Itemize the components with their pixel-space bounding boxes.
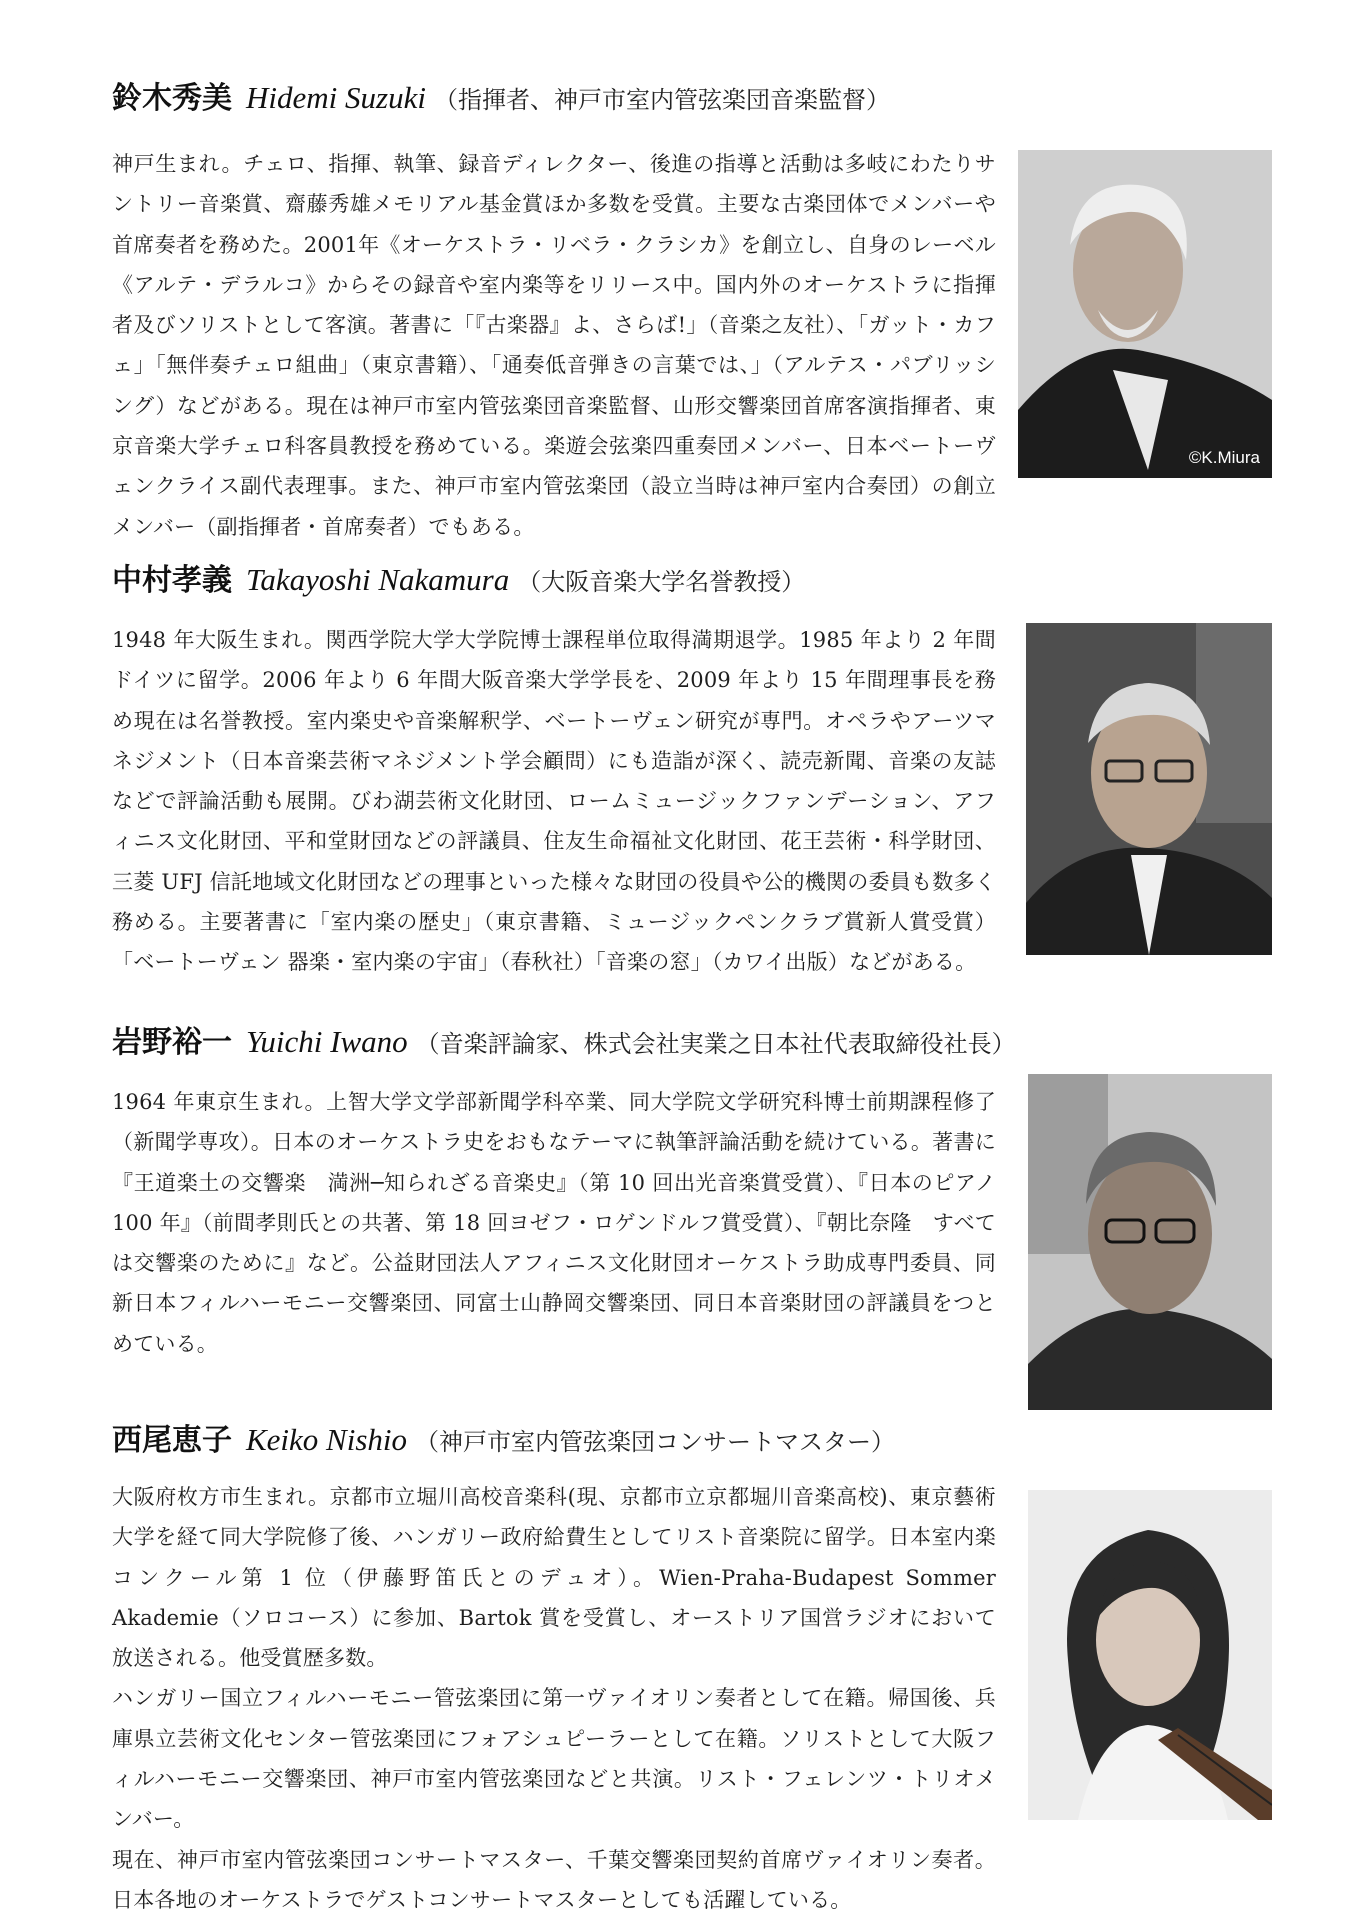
name-japanese: 中村孝義 — [112, 563, 232, 598]
bio-text — [112, 1477, 996, 1920]
bio-hidemi-suzuki — [112, 78, 1260, 539]
bio-yuichi-iwano — [112, 1022, 1252, 1432]
name-romaji: Keiko Nishio — [246, 1422, 408, 1457]
bio-paragraph: 1948 年大阪生まれ。関西学院大学大学院博士課程単位取得満期退学。1985 年より 2 年間ドイツに留学。2006 年より 6 年間大阪音楽大学学長を、2009 年より 15 年間理事長を務め現在は名誉教授。室内楽史や音楽解釈学、ベートーヴェン研究が専門。オペラやアーツマネジメント（日本音楽芸術マネジメント学会顧問）にも造詣が深く、読売新聞、音楽の友誌などで評論活動も展開。びわ湖芸術文化財団、ロームミュージックファンデーション、アフィニス文化財団、平和堂財団などの評議員、住友生命福祉文化財団、花王芸術・科学財団、三菱 UFJ 信託地域文化財団などの理事といった様々な財団の役員や公的機関の委員も数多く務める。主要著書に「室内楽の歴史」（東京書籍、ミュージックペンクラブ賞新人賞受賞）「ベートーヴェン 器楽・室内楽の宇宙」（春秋社）「音楽の窓」（カワイ出版）などがある。 — [112, 628, 996, 975]
portrait-suzuki-image — [1018, 150, 1272, 478]
name-japanese: 西尾恵子 — [112, 1423, 232, 1458]
portrait-photo — [1028, 1074, 1272, 1410]
name-romaji: Yuichi Iwano — [246, 1024, 408, 1059]
bio-text — [112, 620, 996, 983]
bio-paragraph: 現在、神戸市室内管弦楽団コンサートマスター、千葉交響楽団契約首席ヴァイオリン奏者。日本各地のオーケストラでゲストコンサートマスターとしても活躍している。 — [112, 1847, 996, 1912]
bio-heading — [112, 78, 1252, 120]
bio-heading — [112, 560, 1252, 602]
name-japanese: 鈴木秀美 — [112, 81, 232, 116]
portrait-photo — [1028, 1490, 1272, 1820]
photo-credit: ©K.Miura — [1188, 448, 1260, 467]
name-romaji: Hidemi Suzuki — [246, 80, 426, 115]
role-title: （大阪音楽大学名誉教授） — [517, 568, 806, 596]
bio-heading — [112, 1022, 1252, 1064]
bio-paragraph: 大阪府枚方市生まれ。京都市立堀川高校音楽科(現、京都市立京都堀川音楽高校)、東京藝術大学を経て同大学院修了後、ハンガリー政府給費生としてリスト音楽院に留学。日本室内楽コンクール第 1 位（伊藤野笛氏とのデュオ）。Wien-Praha-Budapest Sommer Akademie（ソロコース）に参加、Bartok 賞を受賞し、オーストリア国営ラジオにおいて放送される。他受賞歴多数。 — [112, 1485, 996, 1671]
bio-paragraph: ハンガリー国立フィルハーモニー管弦楽団に第一ヴァイオリン奏者として在籍。帰国後、兵庫県立芸術文化センター管弦楽団にフォアシュピーラーとして在籍。ソリストとして大阪フィルハーモニー交響楽団、神戸市室内管弦楽団などと共演。リスト・フェレンツ・トリオメンバー。 — [112, 1686, 996, 1832]
portrait-nishio-image — [1028, 1490, 1272, 1820]
bio-paragraph: 1964 年東京生まれ。上智大学文学部新聞学科卒業、同大学院文学研究科博士前期課程修了（新聞学専攻）。日本のオーケストラ史をおもなテーマに執筆評論活動を続けている。著書に『王道楽土の交響楽 満洲─知られざる音楽史』（第 10 回出光音楽賞受賞）、『日本のピアノ 100 年』（前間孝則氏との共著、第 18 回ヨゼフ・ロゲンドルフ賞受賞）、『朝比奈隆 すべては交響楽のために』など。公益財団法人アフィニス文化財団オーケストラ助成専門委員、同新日本フィルハーモニー交響楽団、同富士山静岡交響楽団、同日本音楽財団の評議員をつとめている。 — [112, 1090, 996, 1356]
role-title: （神戸市室内管弦楽団コンサートマスター） — [415, 1428, 896, 1456]
name-japanese: 岩野裕一 — [112, 1025, 232, 1060]
role-title: （指揮者、神戸市室内管弦楽団音楽監督） — [433, 86, 890, 114]
portrait-photo — [1018, 150, 1272, 478]
bio-paragraph: 神戸生まれ。チェロ、指揮、執筆、録音ディレクター、後進の指導と活動は多岐にわたりサントリー音楽賞、齋藤秀雄メモリアル基金賞ほか多数を受賞。主要な古楽団体でメンバーや首席奏者を務めた。2001年《オーケストラ・リベラ・クラシカ》を創立し、自身のレーベル《アルテ・デラルコ》からその録音や室内楽等をリリース中。国内外のオーケストラに指揮者及びソリストとして客演。著書に「『古楽器』よ、さらば!」（音楽之友社）、「ガット・カフェ」「無伴奏チェロ組曲」（東京書籍）、「通奏低音弾きの言葉では、」（アルテス・パブリッシング）などがある。現在は神戸市室内管弦楽団音楽監督、山形交響楽団首席客演指揮者、東京音楽大学チェロ科客員教授を務めている。楽遊会弦楽四重奏団メンバー、日本ベートーヴェンクライス副代表理事。また、神戸市室内管弦楽団（設立当時は神戸室内合奏団）の創立メンバー（副指揮者・首席奏者）でもある。 — [112, 152, 996, 539]
portrait-nakamura-image — [1026, 623, 1272, 955]
bio-text — [112, 1082, 996, 1364]
bio-heading — [112, 1420, 1252, 1462]
bio-keiko-nishio — [112, 1420, 1252, 1912]
name-romaji: Takayoshi Nakamura — [246, 562, 510, 597]
role-title: （音楽評論家、株式会社実業之日本社代表取締役社長） — [415, 1030, 1016, 1058]
portrait-iwano-image — [1028, 1074, 1272, 1410]
bio-text — [112, 144, 996, 547]
portrait-photo — [1026, 623, 1272, 955]
bio-takayoshi-nakamura — [112, 560, 1252, 1000]
